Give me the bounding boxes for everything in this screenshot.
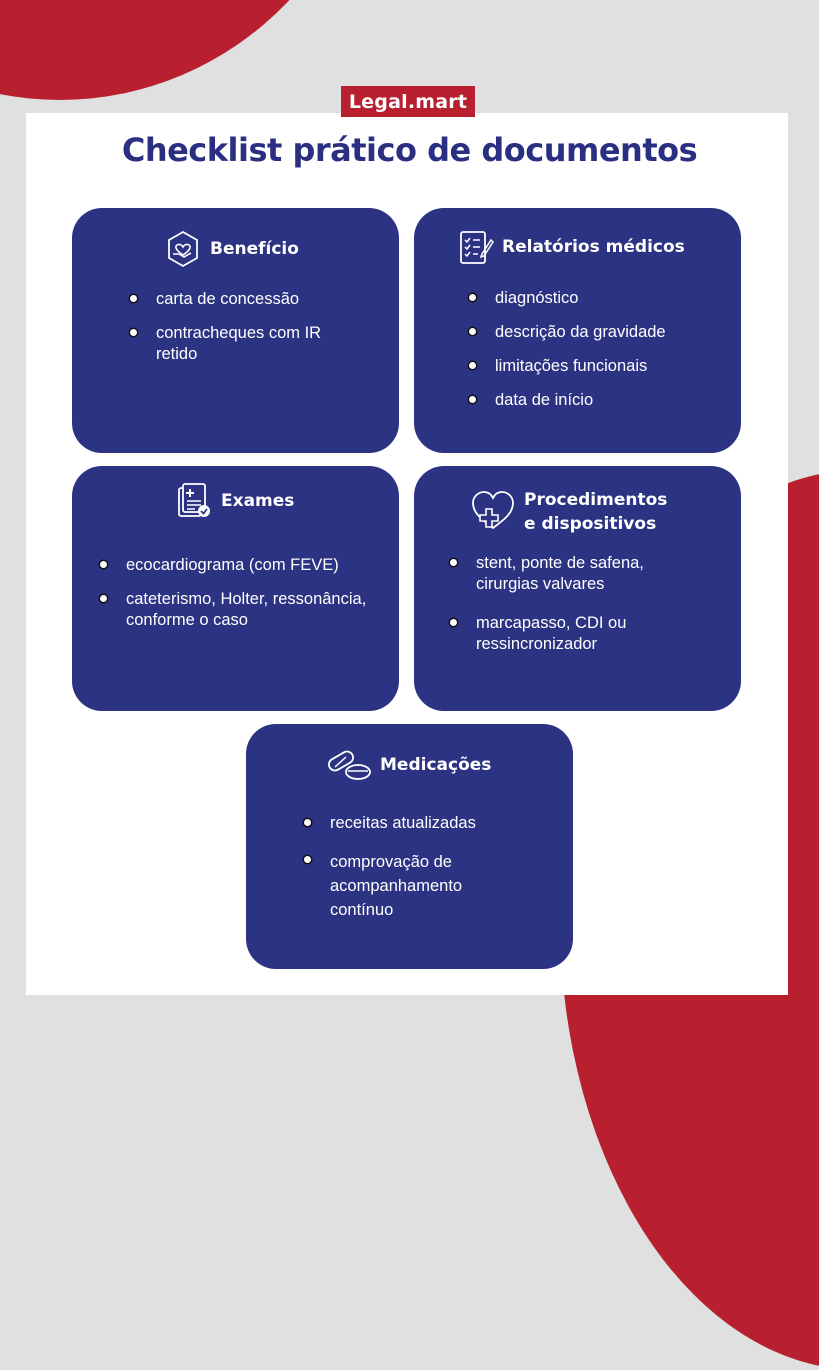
list-item: descrição da gravidade (469, 322, 729, 343)
card-relatorios-header (458, 228, 685, 266)
card-beneficio-list (130, 289, 370, 378)
card-relatorios-list (469, 288, 729, 424)
list-item: contracheques com IR retido (130, 323, 336, 365)
card-procedimentos-title-line2: e dispositivos (524, 514, 657, 534)
card-exames (72, 466, 399, 711)
list-item: receitas atualizadas (304, 813, 504, 834)
page-title: Checklist prático de documentos (121, 131, 698, 169)
heart-cross-icon (470, 490, 516, 534)
list-item: data de início (469, 390, 729, 411)
card-beneficio-header (164, 230, 299, 268)
card-procedimentos-header (470, 488, 667, 536)
card-relatorios (414, 208, 741, 453)
list-item: marcapasso, CDI ou ressincronizador (450, 613, 676, 655)
brand-logo[interactable] (341, 86, 475, 117)
card-medicacoes (246, 724, 573, 969)
card-procedimentos-title-line1: Procedimentos (524, 490, 668, 510)
hand-heart-icon (164, 230, 202, 268)
card-medicacoes-title: Medicações (380, 755, 492, 775)
medical-report-icon (175, 482, 213, 520)
card-exames-title: Exames (221, 491, 295, 511)
list-item: limitações funcionais (469, 356, 729, 377)
card-procedimentos-list (450, 553, 710, 668)
card-medicacoes-header (326, 748, 491, 782)
card-procedimentos (414, 466, 741, 711)
card-beneficio (72, 208, 399, 453)
clipboard-pen-icon (458, 228, 494, 266)
list-item: comprovação de acompanhamento contínuo (304, 850, 500, 922)
logo-text-mart: .mart (407, 90, 468, 113)
card-exames-header (175, 482, 294, 520)
list-item: carta de concessão (130, 289, 370, 310)
decor-red-shape-top (0, 0, 380, 100)
card-relatorios-title: Relatórios médicos (502, 237, 685, 257)
list-item: cateterismo, Holter, ressonância, conforme o caso (100, 589, 390, 631)
list-item: stent, ponte de safena, cirurgias valvares (450, 553, 710, 595)
pills-icon (326, 748, 372, 782)
list-item: ecocardiograma (com FEVE) (100, 555, 390, 576)
card-exames-list (100, 555, 390, 644)
list-item: diagnóstico (469, 288, 729, 309)
card-beneficio-title: Benefício (210, 239, 299, 259)
logo-text-legal: Legal (348, 90, 408, 113)
card-medicacoes-list (304, 813, 504, 935)
